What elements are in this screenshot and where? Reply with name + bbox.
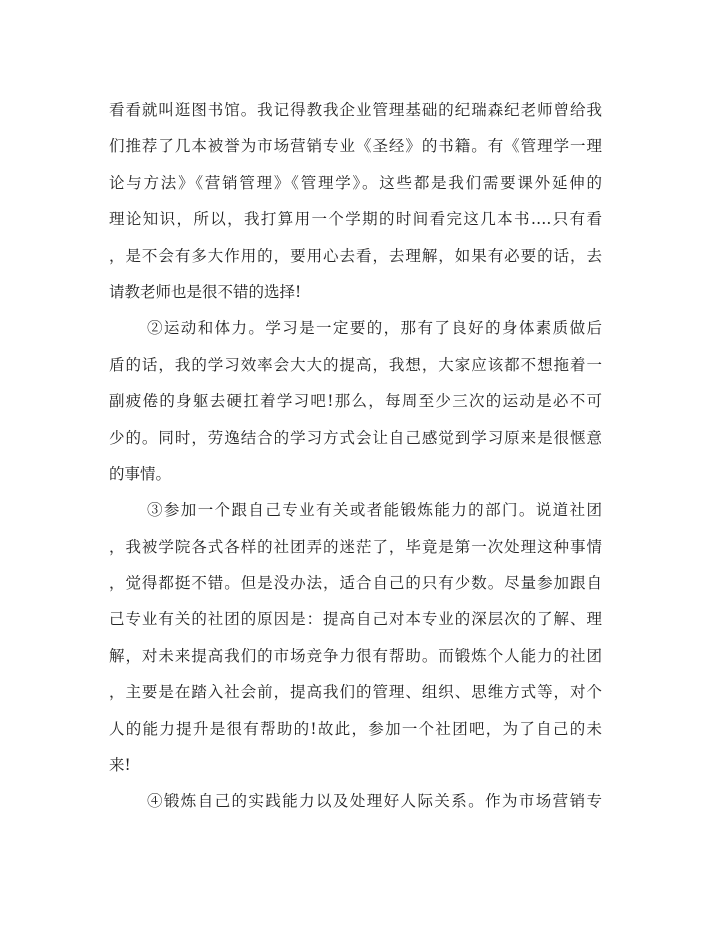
text-line: 解，对未来提高我们的市场竞争力很有帮助。而锻炼个人能力的社团 [109,646,602,665]
text-line: 来! [109,756,131,775]
paragraph [109,310,602,492]
text-line: 人的能力提升是很有帮助的!故此，参加一个社团吧，为了自己的未 [109,719,602,738]
text-line: 论与方法》《营销管理》《管理学》。这些都是我们需要课外延伸的 [109,173,602,192]
text-line: ③参加一个跟自己专业有关或者能锻炼能力的部门。说道社团 [147,501,602,520]
text-line: 己专业有关的社团的原因是：提高自己对本专业的深层次的了解、理 [109,610,602,629]
text-line: ，我被学院各式各样的社团弄的迷茫了，毕竟是第一次处理这种事情 [109,537,602,556]
paragraph [109,783,602,819]
text-line: 的事情。 [109,464,172,483]
text-line: 盾的话，我的学习效率会大大的提高，我想，大家应该都不想拖着一 [109,355,602,374]
text-line: 副疲倦的身躯去硬扛着学习吧!那么，每周至少三次的运动是必不可 [109,392,602,411]
document-body [109,92,602,820]
text-line: ，主要是在踏入社会前，提高我们的管理、组织、思维方式等，对个 [109,683,602,702]
text-line: ④锻炼自己的实践能力以及处理好人际关系。作为市场营销专 [147,792,602,811]
text-line: 看看就叫逛图书馆。我记得教我企业管理基础的纪瑞森纪老师曾给我 [109,101,602,119]
text-line: ②运动和体力。学习是一定要的，那有了良好的身体素质做后 [147,319,602,338]
text-line: 理论知识，所以，我打算用一个学期的时间看完这几本书….只有看 [109,210,602,229]
text-line: 少的。同时，劳逸结合的学习方式会让自己感觉到学习原来是很惬意 [109,428,602,447]
text-line: ，觉得都挺不错。但是没办法，适合自己的只有少数。尽量参加跟自 [109,574,602,593]
text-line: ，是不会有多大作用的，要用心去看，去理解，如果有必要的话，去 [109,246,602,265]
text-line: 请教老师也是很不错的选择! [109,282,302,301]
paragraph [109,492,602,783]
text-line: 们推荐了几本被誉为市场营销专业《圣经》的书籍。有《管理学一理 [109,137,602,156]
paragraph [109,92,602,310]
